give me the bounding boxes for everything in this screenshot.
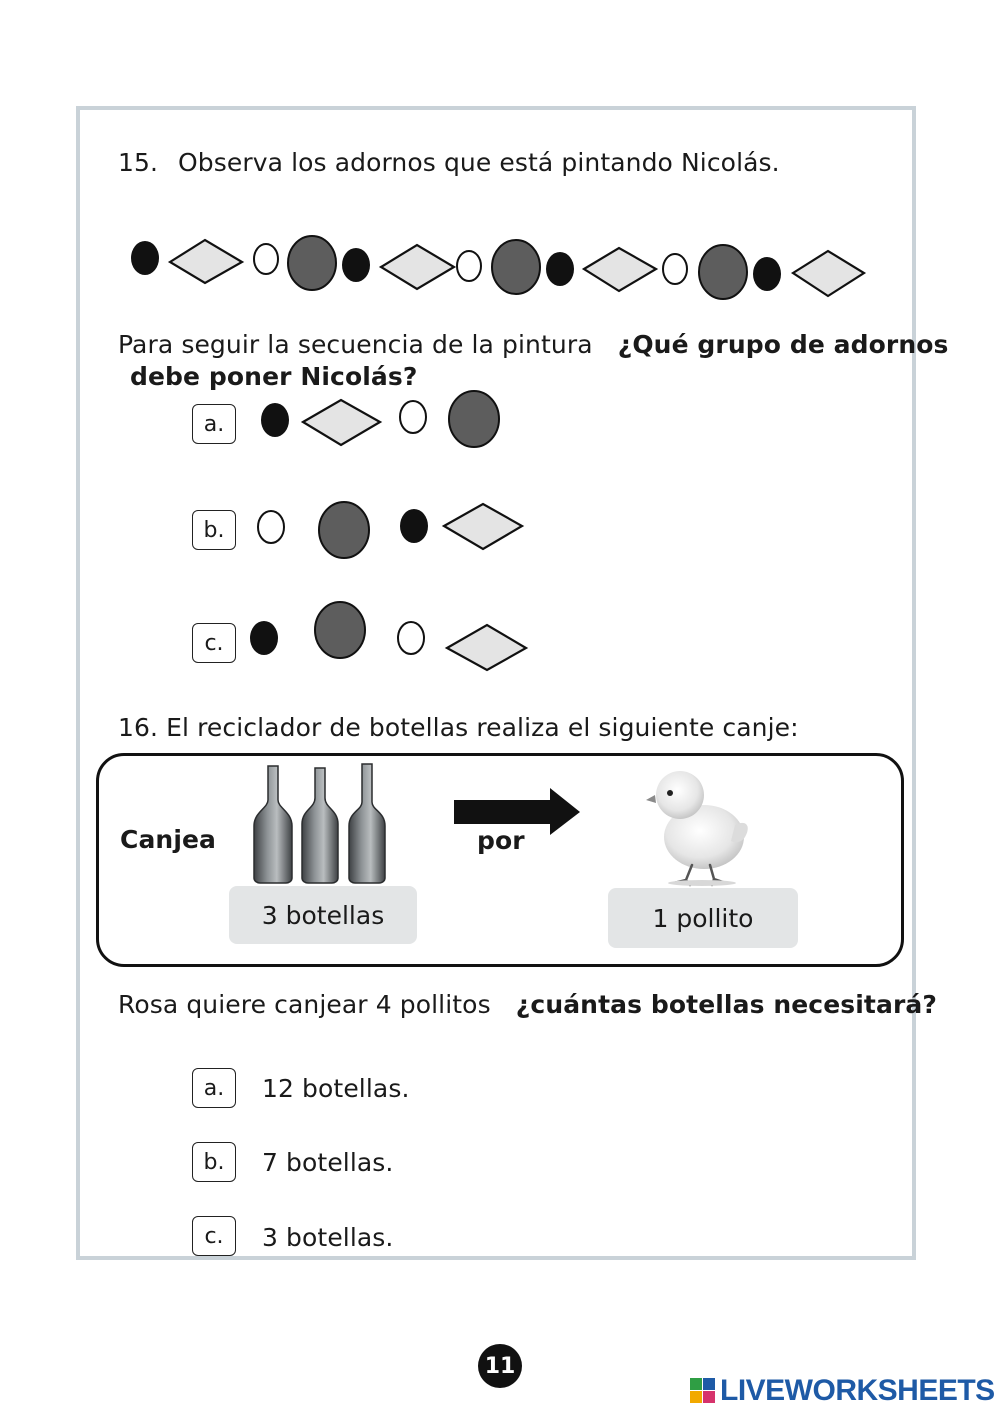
- seq-diamond: [584, 248, 656, 291]
- opt-white-circle: [398, 622, 424, 654]
- bottle-icon: [349, 764, 385, 883]
- q16-question-normal: Rosa quiere canjear 4 pollitos: [118, 990, 516, 1019]
- opt-gray-circle: [449, 391, 499, 447]
- opt-diamond: [303, 400, 380, 445]
- seq-diamond: [170, 240, 242, 283]
- seq-black-dot: [546, 252, 574, 286]
- opt-white-circle: [400, 401, 426, 433]
- opt-diamond: [444, 504, 522, 549]
- q16-option-a-text: 12 botellas.: [262, 1074, 410, 1103]
- seq-white-circle: [457, 251, 481, 281]
- q16-option-b-label: b.: [203, 1149, 225, 1175]
- seq-white-circle: [663, 254, 687, 284]
- q15-prompt: Observa los adornos que está pintando Nicolás.: [178, 148, 780, 177]
- q15-question-line1: [118, 325, 949, 361]
- q15-option-c-shapes: [245, 598, 535, 678]
- liveworksheets-logo: [690, 1374, 995, 1408]
- opt-white-circle: [258, 511, 284, 543]
- seq-black-dot: [342, 248, 370, 282]
- q15-number: 15.: [118, 148, 159, 177]
- opt-black-dot: [250, 621, 278, 655]
- q15-option-a-box[interactable]: [192, 404, 236, 444]
- q15-option-b-shapes: [250, 495, 540, 565]
- opt-gray-circle: [319, 502, 369, 558]
- q16-question: [118, 985, 937, 1021]
- q16-option-c-text: 3 botellas.: [262, 1223, 394, 1252]
- q16-option-a-box[interactable]: [192, 1068, 236, 1108]
- opt-gray-circle: [315, 602, 365, 658]
- bottle-icon: [254, 766, 292, 883]
- q16-option-a-label: a.: [203, 1075, 225, 1101]
- canjea-label: Canjea: [120, 825, 217, 854]
- q16-prompt: 16. El reciclador de botellas realiza el siguiente canje:: [118, 713, 799, 742]
- bottles-label: 3 botellas: [229, 886, 417, 944]
- bottles-image: [248, 762, 398, 884]
- q15-option-c-label: c.: [204, 630, 224, 656]
- q15-question-bold-2: debe poner Nicolás?: [130, 362, 418, 391]
- q15-question-normal: Para seguir la secuencia de la pintura: [118, 330, 618, 359]
- q15-option-a-label: a.: [203, 411, 225, 437]
- q15-option-b-box[interactable]: [192, 510, 236, 550]
- seq-gray-circle: [492, 240, 540, 294]
- q16-option-c-box[interactable]: [192, 1216, 236, 1256]
- page-number: 11: [478, 1344, 522, 1388]
- liveworksheets-icon: [690, 1378, 716, 1404]
- seq-gray-circle: [699, 245, 747, 299]
- chick-image: [640, 765, 760, 887]
- seq-black-dot: [753, 257, 781, 291]
- q15-option-c-box[interactable]: [192, 623, 236, 663]
- seq-diamond: [381, 245, 454, 289]
- seq-gray-circle: [288, 236, 336, 290]
- q15-question-bold-1: ¿Qué grupo de adornos: [617, 330, 949, 359]
- q16-option-c-label: c.: [204, 1223, 224, 1249]
- q16-question-bold: ¿cuántas botellas necesitará?: [515, 990, 937, 1019]
- opt-diamond: [447, 625, 526, 670]
- q15-option-a-shapes: [255, 385, 515, 455]
- q15-sequence: [120, 225, 880, 310]
- seq-black-dot: [131, 241, 159, 275]
- opt-black-dot: [261, 403, 289, 437]
- bottle-icon: [302, 768, 338, 883]
- q15-option-b-label: b.: [203, 517, 225, 543]
- chick-label: 1 pollito: [608, 888, 798, 948]
- seq-diamond: [793, 251, 864, 296]
- q16-option-b-box[interactable]: [192, 1142, 236, 1182]
- q16-option-b-text: 7 botellas.: [262, 1148, 394, 1177]
- liveworksheets-text: LIVEWORKSHEETS: [720, 1374, 995, 1407]
- por-label: por: [477, 826, 525, 855]
- seq-white-circle: [254, 244, 278, 274]
- opt-black-dot: [400, 509, 428, 543]
